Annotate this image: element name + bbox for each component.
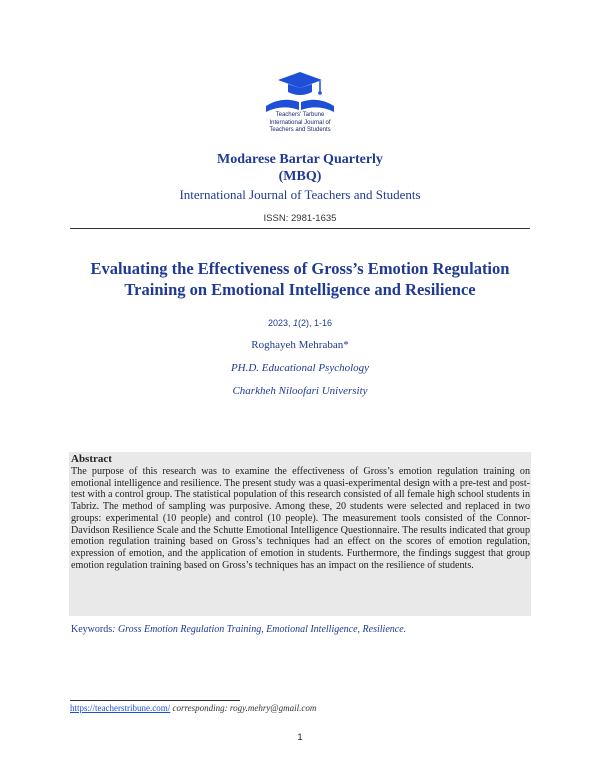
graduation-cap-icon: [278, 72, 322, 95]
issue-pages: (2), 1-16: [298, 318, 333, 328]
journal-title: Modarese Bartar Quarterly: [217, 152, 383, 167]
journal-subtitle: International Journal of Teachers and Students: [179, 187, 421, 202]
logo-caption: [250, 112, 350, 135]
header-divider: [70, 228, 530, 229]
keywords-values: : Gross Emotion Regulation Training, Emotional Intelligence, Resilience.: [112, 624, 407, 635]
corresponding-email[interactable]: : rogy.mehry@gmail.com: [224, 703, 317, 713]
citation-meta: [0, 318, 600, 328]
affiliation-university: Charkheh Niloofari University: [232, 385, 368, 397]
affiliation-degree: PH.D. Educational Psychology: [230, 362, 370, 374]
journal-abbreviation: (MBQ): [278, 169, 322, 184]
logo-line: International Journal of: [269, 119, 331, 126]
journal-url-link[interactable]: https://teacherstribune.com/: [70, 703, 171, 713]
abstract-heading: Abstract: [71, 453, 112, 465]
keywords: [71, 624, 531, 635]
open-book-icon: [266, 100, 334, 112]
abstract-text: The purpose of this research was to examine the effectiveness of Gross’s emotion regulation training on emotional intelligence and resilience. The present study was a quasi-experimental design with a pre-test and post-test with a control group. The statistical population of this research consisted of all female high school students in Tabriz. The method of sampling was purposive. Among these, 20 students were selected and replaced in two groups: experimental (10 people) and control (10 people). The measurement tools consisted of the Connor-Davidson Resilience Scale and the Schutte Emotional Intelligence Questionnaire. The results indicated that group emotion regulation training based on Gross’s techniques had an effect on the scores of emotion regulation, expression of emotion, and the application of emotion in students. Furthermore, the findings suggest that group emotion regulation training based on Gross’s techniques has an impact on the resilience of students.: [71, 466, 530, 571]
footnote-divider: [70, 700, 240, 701]
issn: ISSN: 2981-1635: [263, 213, 337, 224]
corresponding-label: corresponding: [172, 703, 225, 713]
paper-title-line: Evaluating the Effectiveness of Gross’s Emotion Regulation: [90, 259, 510, 278]
year: 2023,: [267, 318, 291, 328]
page-number: 1: [297, 732, 303, 743]
paper-title: [50, 258, 550, 300]
paper-title-line: Training on Emotional Intelligence and Resilience: [124, 280, 476, 299]
logo-line: Teachers and Students: [269, 127, 331, 133]
logo-line: Teachers' Tarbune: [275, 112, 325, 118]
footnote: [70, 703, 316, 713]
keywords-label: Keywords: [71, 624, 113, 635]
author: Roghayeh Mehraban*: [251, 339, 349, 351]
volume: 1: [293, 318, 299, 328]
